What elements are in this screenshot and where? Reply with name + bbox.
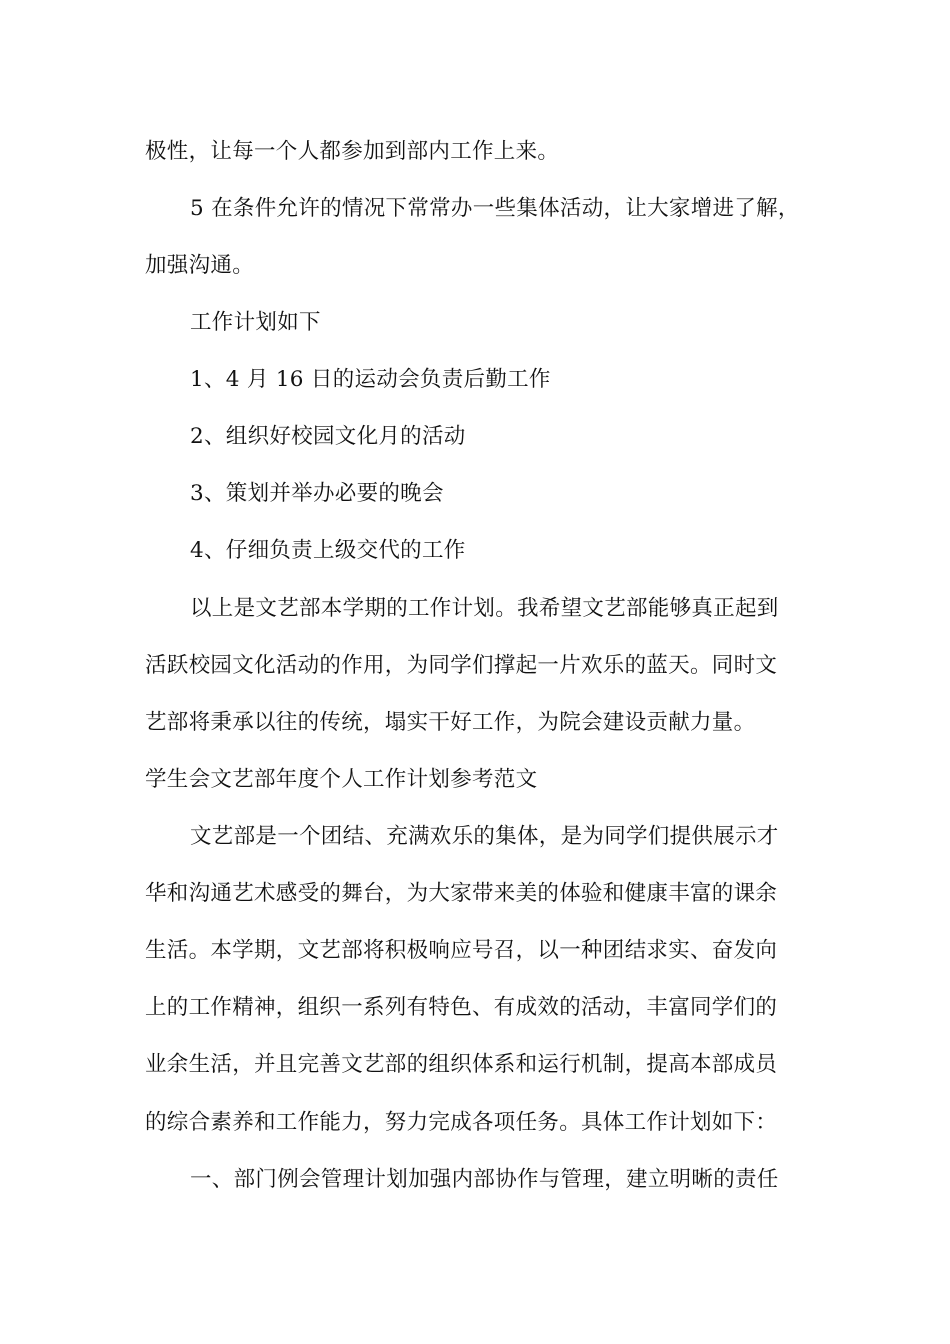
text-line: 以上是文艺部本学期的工作计划。我希望文艺部能够真正起到	[190, 596, 779, 621]
text-line: 华和沟通艺术感受的舞台，为大家带来美的体验和健康丰富的课余	[145, 881, 778, 906]
document-title: 学生会文艺部年度个人工作计划参考范文	[145, 767, 538, 792]
text-line: 极性，让每一个人都参加到部内工作上来。	[145, 139, 560, 164]
text-line: 文艺部是一个团结、充满欢乐的集体，是为同学们提供展示才	[190, 824, 779, 849]
text-line: 业余生活，并且完善文艺部的组织体系和运行机制，提高本部成员	[145, 1052, 778, 1077]
list-item: 1、4 月 16 日的运动会负责后勤工作	[190, 367, 551, 392]
text-line: 的综合素养和工作能力，努力完成各项任务。具体工作计划如下：	[145, 1110, 778, 1135]
text-line: 生活。本学期，文艺部将积极响应号召，以一种团结求实、奋发向	[145, 938, 778, 963]
text-line: 5 在条件允许的情况下常常办一些集体活动，让大家增进了解，	[190, 196, 800, 221]
section-heading: 工作计划如下	[190, 310, 321, 335]
list-item: 4、仔细负责上级交代的工作	[190, 538, 466, 563]
list-item: 3、策划并举办必要的晚会	[190, 481, 444, 506]
text-line: 艺部将秉承以往的传统，塌实干好工作，为院会建设贡献力量。	[145, 710, 756, 735]
text-line: 加强沟通。	[145, 253, 255, 278]
text-line: 上的工作精神，组织一系列有特色、有成效的活动，丰富同学们的	[145, 995, 778, 1020]
list-item: 2、组织好校园文化月的活动	[190, 424, 466, 449]
text-line: 活跃校园文化活动的作用，为同学们撑起一片欢乐的蓝天。同时文	[145, 653, 778, 678]
text-line: 一、部门例会管理计划加强内部协作与管理，建立明晰的责任	[190, 1167, 779, 1192]
